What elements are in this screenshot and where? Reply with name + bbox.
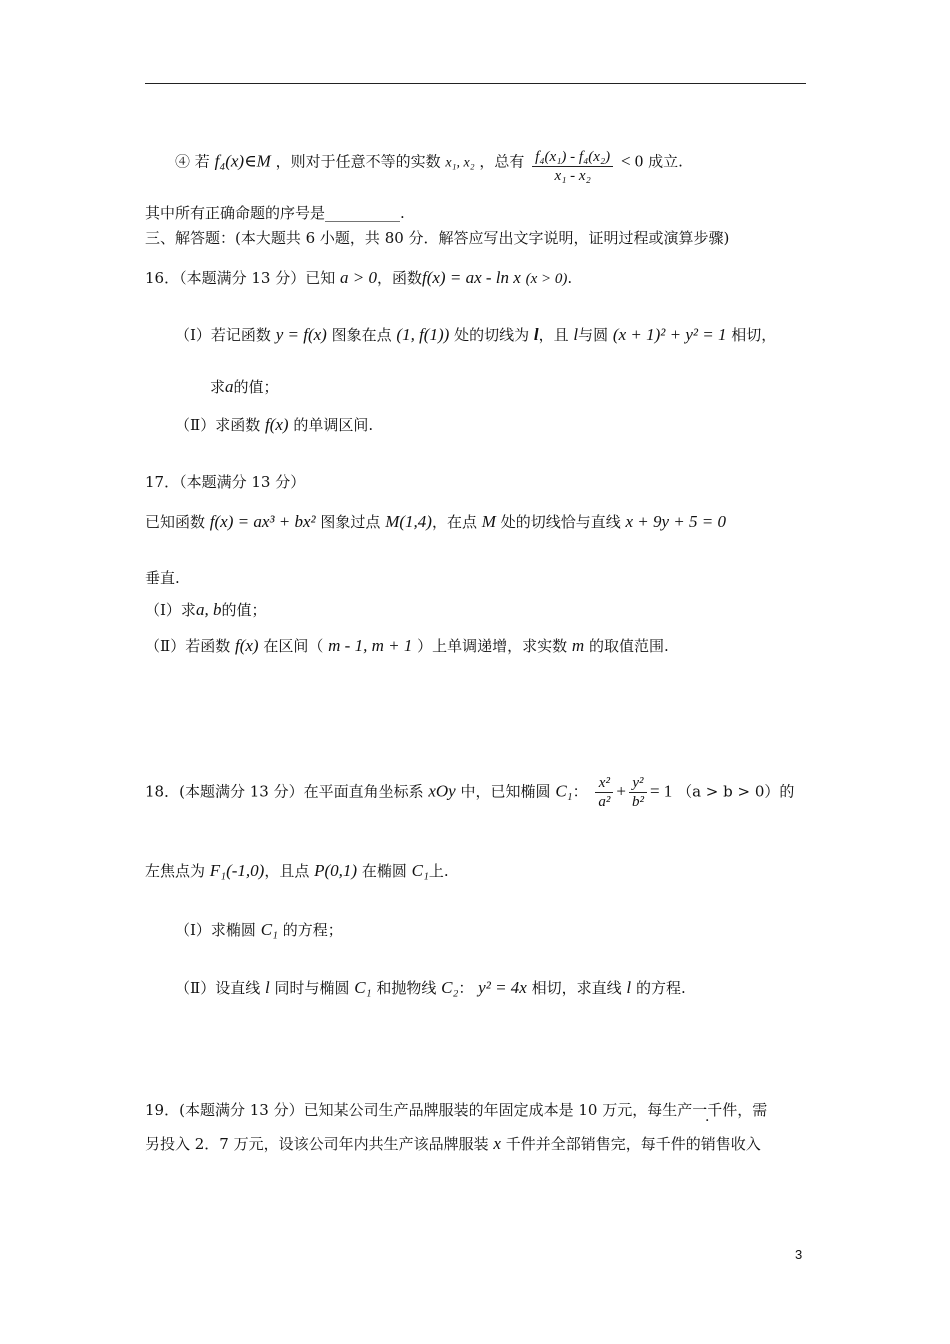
question-16-part-1-cont: 求a的值； [210, 377, 279, 396]
question-18-part-1: （Ⅰ）求椭圆 C₁ 的方程； [175, 920, 343, 939]
question-16-stem: 16．（本题满分 13 分）已知 a > 0，函数f(x) = ax - ln x (x > 0). [145, 268, 573, 287]
header-rule [145, 83, 806, 84]
question-17-part-1: （Ⅰ）求a, b的值； [145, 600, 267, 619]
question-18-part-2: （Ⅱ）设直线 l 同时与椭圆 C₁ 和抛物线 C₂： y² = 4x 相切，求直线 l 的方程. [175, 978, 686, 997]
ellipse-y-fraction: $\frac{\text{y²}}{\text{b²}}$ [629, 774, 647, 811]
question-18-stem-cont: 左焦点为 F₁(-1,0)，且点 P(0,1) 在椭圆 C₁上. [145, 861, 449, 880]
question-17-part-2: （Ⅱ）若函数 f(x) 在区间（ m - 1, m + 1 ）上单调递增，求实数 m 的取值范围. [145, 636, 669, 655]
question-17-stem-cont: 垂直. [145, 569, 180, 587]
question-16-part-2: （Ⅱ）求函数 f(x) 的单调区间. [175, 415, 374, 434]
question-17-stem: 已知函数 f(x) = ax³ + bx² 图象过点 M(1,4)，在点 M 处的切线恰与直线 x + 9y + 5 = 0 [145, 512, 726, 531]
question-19-line-1: 19．(本题满分 13 分）已知某公司生产品牌服装的年固定成本是 10 万元，每生产一千件，需 [145, 1101, 768, 1119]
question-17-heading: 17．（本题满分 13 分） [145, 473, 306, 491]
statement-4: ④ 若 f₄(x)∈M ，则对于任意不等的实数 x₁, x₂ ，总有 $\frac{\text{f₄(x₁) - f₄(x₂)}}{\text{x₁ - x₂}}$ < 0 成立. [175, 149, 683, 184]
inequality-fraction: $\frac{\text{f₄(x₁) - f₄(x₂)}}{\text{x₁ - x₂}}$ [532, 148, 613, 185]
answer-blank: __________ [325, 204, 401, 222]
emphasized-text: 一千 [692, 1101, 723, 1119]
question-18-stem: 18．(本题满分 13 分）在平面直角坐标系 xOy 中，已知椭圆 C₁： $\frac{\text{x²}}{\text{a²}}$ + $\frac{\text{y²}}{\text{b²}}$ = 1 （a > b > 0）的 [145, 775, 795, 810]
question-16-part-1: （Ⅰ）若记函数 y = f(x) 图象在点 (1, f(1)) 处的切线为 l，且 l与圆 (x + 1)² + y² = 1 相切， [175, 325, 777, 344]
section-3-heading: 三、解答题：(本大题共 6 小题，共 80 分．解答应写出文字说明，证明过程或演算步骤) [145, 229, 730, 247]
ellipse-x-fraction: $\frac{\text{x²}}{\text{a²}}$ [595, 774, 613, 811]
question-19-line-2: 另投入 2．7 万元，设该公司年内共生产该品牌服装 x 千件并全部销售完，每千件的销售收入 [145, 1134, 761, 1153]
fill-blank-line: 其中所有正确命题的序号是__________. [145, 204, 405, 222]
page-number: 3 [795, 1247, 803, 1262]
